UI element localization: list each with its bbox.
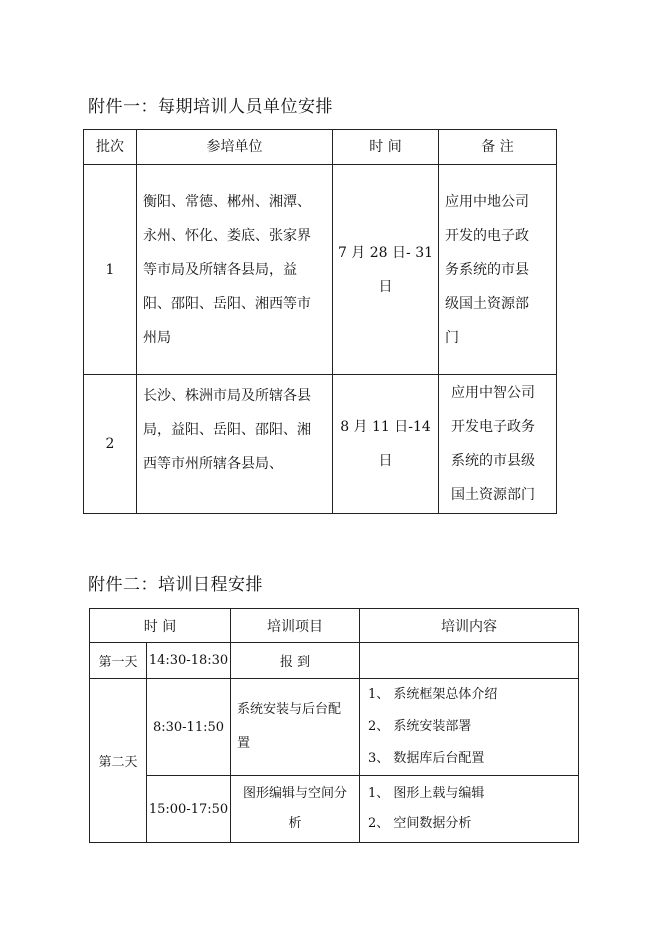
time-cell: 7 月 28 日- 31 日 bbox=[333, 165, 439, 375]
session-item-cell: 图形编辑与空间分 析 bbox=[231, 776, 360, 843]
header-time: 时 间 bbox=[90, 609, 231, 643]
day-cell: 第一天 bbox=[90, 643, 147, 679]
annex1-table bbox=[83, 129, 557, 514]
session-content-cell bbox=[360, 643, 579, 679]
annex1-header-row bbox=[84, 130, 557, 165]
table-row bbox=[84, 165, 557, 375]
header-content: 培训内容 bbox=[360, 609, 579, 643]
session-content-cell: 1、 图形上载与编辑 2、 空间数据分析 bbox=[360, 776, 579, 843]
note-cell: 应用中智公司 开发电子政务 系统的市县级 国土资源部门 bbox=[439, 375, 557, 514]
units-cell: 长沙、株洲市局及所辖各县 局，益阳、岳阳、邵阳、湘 西等市州所辖各县局、 bbox=[137, 375, 333, 514]
session-time-cell: 14:30-18:30 bbox=[147, 643, 231, 679]
header-item: 培训项目 bbox=[231, 609, 360, 643]
header-note: 备 注 bbox=[439, 130, 557, 165]
annex2-table bbox=[89, 608, 579, 843]
session-item-cell: 系统安装与后台配 置 bbox=[231, 679, 360, 776]
batch-cell: 2 bbox=[84, 375, 137, 514]
day-cell: 第二天 bbox=[90, 679, 147, 843]
header-time: 时 间 bbox=[333, 130, 439, 165]
table-row bbox=[90, 776, 579, 843]
annex2-title: 附件二：培训日程安排 bbox=[88, 575, 263, 595]
header-batch: 批次 bbox=[84, 130, 137, 165]
session-time-cell: 8:30-11:50 bbox=[147, 679, 231, 776]
units-cell: 衡阳、常德、郴州、湘潭、 永州、怀化、娄底、张家界 等市局及所辖各县局，益 阳、邵阳、岳阳、湘西等市 州局 bbox=[137, 165, 333, 375]
session-content-cell: 1、 系统框架总体介绍 2、 系统安装部署 3、 数据库后台配置 bbox=[360, 679, 579, 776]
header-units: 参培单位 bbox=[137, 130, 333, 165]
batch-cell: 1 bbox=[84, 165, 137, 375]
table-row bbox=[90, 643, 579, 679]
time-cell: 8 月 11 日-14 日 bbox=[333, 375, 439, 514]
note-cell: 应用中地公司 开发的电子政 务系统的市县 级国土资源部 门 bbox=[439, 165, 557, 375]
annex1-title: 附件一：每期培训人员单位安排 bbox=[88, 97, 333, 117]
annex2-header-row bbox=[90, 609, 579, 643]
table-row bbox=[84, 375, 557, 514]
session-item-cell: 报 到 bbox=[231, 643, 360, 679]
session-time-cell: 15:00-17:50 bbox=[147, 776, 231, 843]
table-row bbox=[90, 679, 579, 776]
